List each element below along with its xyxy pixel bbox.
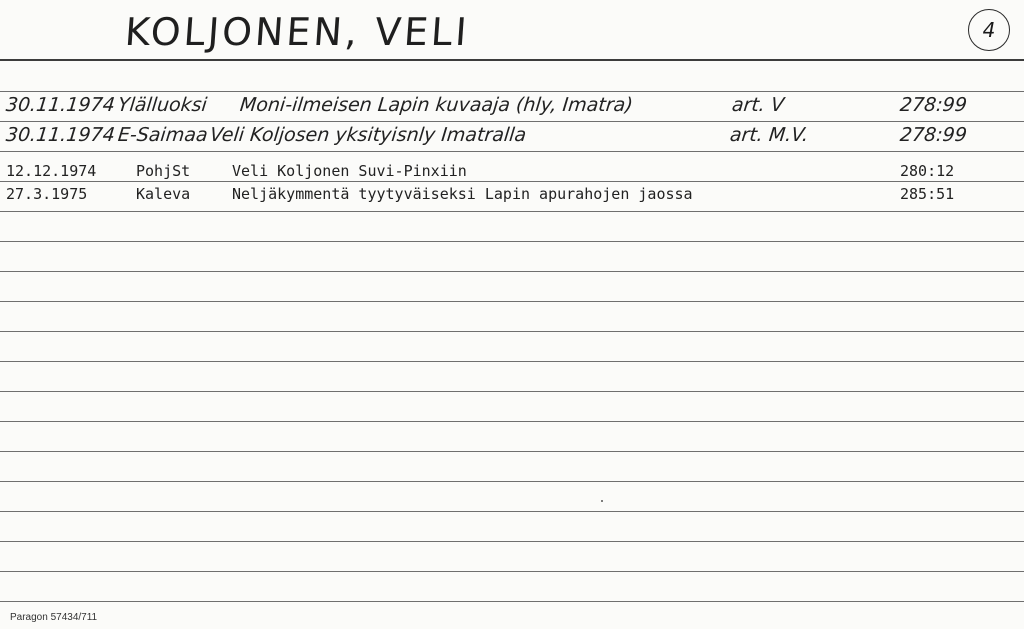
card-number-circle: 4 — [968, 9, 1010, 51]
ruled-line — [0, 421, 1024, 422]
entry-source: E-Saimaa — [116, 124, 209, 146]
entry-ref: 278:99 — [898, 124, 968, 146]
entry-date: 30.11.1974 — [4, 124, 116, 146]
entry-title: Veli Koljonen Suvi-Pinxiin — [232, 162, 467, 180]
entry-ref: 278:99 — [898, 94, 968, 116]
entry-title: Veli Koljosen yksityisnly Imatralla — [208, 124, 528, 146]
ruled-line — [0, 121, 1024, 122]
entry-ref: 285:51 — [900, 185, 955, 203]
ruled-line — [0, 241, 1024, 242]
entry-source: Kaleva — [136, 185, 191, 203]
entry-note: art. M.V. — [728, 124, 810, 146]
ruled-line — [0, 91, 1024, 92]
printer-imprint: Paragon 57434/711 — [10, 612, 98, 623]
ruled-line — [0, 481, 1024, 482]
entry-title: Moni-ilmeisen Lapin kuvaaja (hly, Imatra) — [238, 94, 634, 116]
ruled-line — [0, 541, 1024, 542]
entry-date: 30.11.1974 — [4, 94, 116, 116]
card-title: KOLJONEN, VELI — [123, 10, 471, 54]
entry-title: Neljäkymmentä tyytyväiseksi Lapin apurahojen jaossa — [232, 185, 693, 203]
ruled-line — [0, 451, 1024, 452]
ruled-line — [0, 391, 1024, 392]
entry-row — [0, 161, 1024, 181]
entry-row — [0, 124, 1024, 148]
ruled-line — [0, 181, 1024, 182]
entry-row — [0, 94, 1024, 118]
ruled-line — [0, 511, 1024, 512]
entry-date: 27.3.1975 — [6, 185, 88, 203]
entry-source: Ylälluoksi — [116, 94, 209, 116]
paper-speck — [601, 500, 603, 502]
entry-ref: 280:12 — [900, 162, 955, 180]
ruled-line — [0, 571, 1024, 572]
ruled-line — [0, 271, 1024, 272]
ruled-line — [0, 601, 1024, 602]
ruled-line — [0, 361, 1024, 362]
ruled-line — [0, 211, 1024, 212]
ruled-line — [0, 301, 1024, 302]
entry-source: PohjSt — [136, 162, 191, 180]
ruled-line — [0, 151, 1024, 152]
ruled-line — [0, 331, 1024, 332]
entry-date: 12.12.1974 — [6, 162, 97, 180]
header-rule — [0, 59, 1024, 61]
entry-note: art. V — [730, 94, 786, 116]
entry-row — [0, 184, 1024, 204]
